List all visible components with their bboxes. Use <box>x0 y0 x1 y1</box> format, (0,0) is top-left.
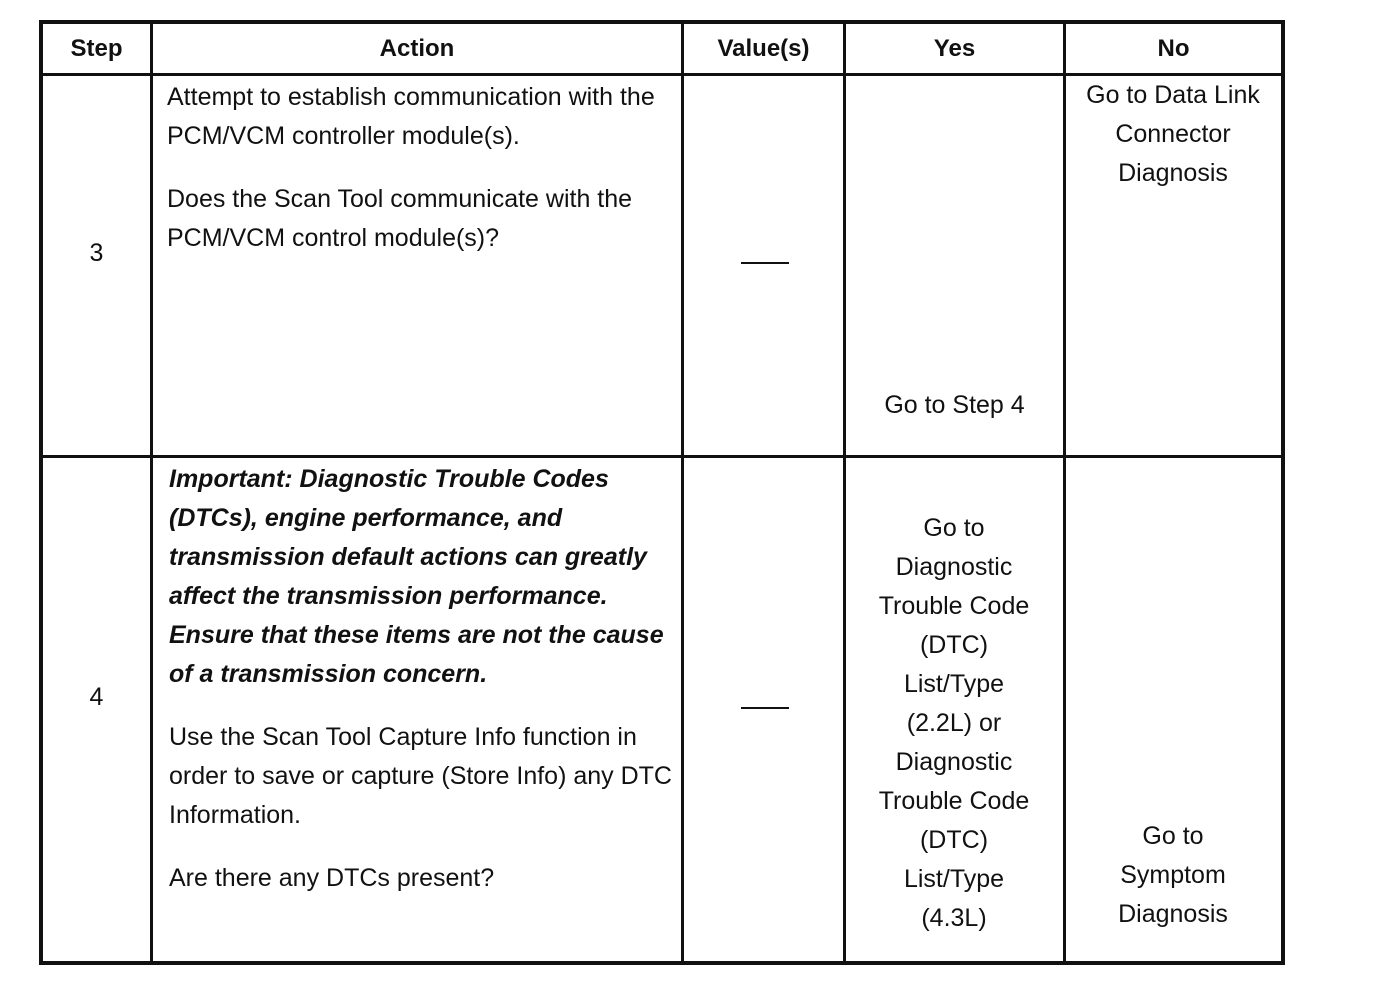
action-question: Does the Scan Tool communicate with the PCM/VCM control module(s)? <box>167 185 633 252</box>
column-divider <box>681 24 684 961</box>
column-divider <box>150 24 153 961</box>
important-note: Important: Diagnostic Trouble Codes (DTCs), engine performance, and transmission default actions can greatly affect the transmission performance. Ensure that these items are not the cause of a transmission concern. <box>169 465 664 688</box>
column-divider <box>1063 24 1066 961</box>
header-yes: Yes <box>933 35 976 62</box>
header-action: Action <box>379 35 455 62</box>
action-text: Attempt to establish communication with the PCM/VCM controller module(s). <box>167 83 655 150</box>
value-dash <box>741 262 789 264</box>
value-dash <box>741 707 789 709</box>
action-question: Are there any DTCs present? <box>169 864 495 892</box>
header-values: Value(s) <box>717 35 810 62</box>
diagnostic-table <box>39 20 1285 965</box>
header-step: Step <box>70 35 123 62</box>
no-cell: Go to Data Link Connector Diagnosis <box>1086 81 1260 187</box>
step-number: 3 <box>89 239 104 267</box>
row-divider <box>43 455 1281 458</box>
no-cell: Go to Symptom Diagnosis <box>1118 822 1228 928</box>
column-divider <box>843 24 846 961</box>
action-cell <box>167 78 667 258</box>
step-number: 4 <box>89 683 104 711</box>
header-no: No <box>1157 35 1190 62</box>
action-cell <box>169 460 674 898</box>
yes-cell: Go to Step 4 <box>884 391 1025 419</box>
action-text: Use the Scan Tool Capture Info function in order to save or capture (Store Info) any DTC Information. <box>169 723 672 829</box>
yes-cell: Go to Diagnostic Trouble Code (DTC) List/Type (2.2L) or Diagnostic Trouble Code (DTC) List/Type (4.3L) <box>878 514 1030 932</box>
